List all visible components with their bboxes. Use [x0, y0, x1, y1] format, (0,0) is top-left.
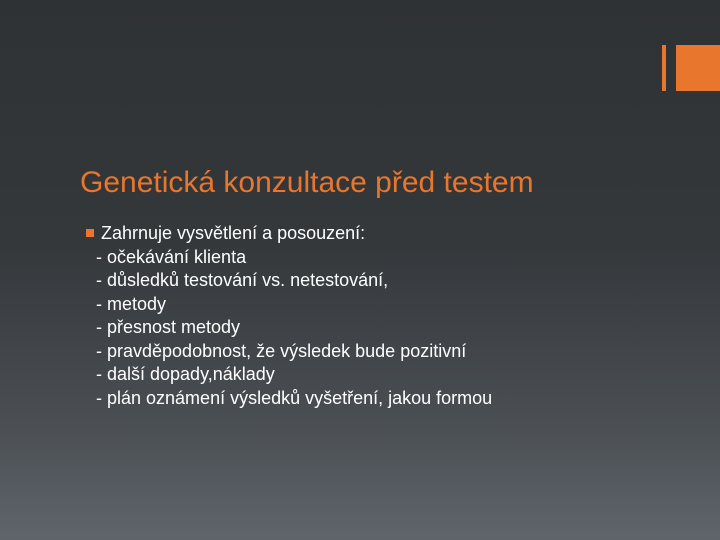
- accent-block: [676, 45, 720, 91]
- accent-bar: [662, 45, 666, 91]
- sub-item: - metody: [96, 293, 167, 314]
- slide-content: [86, 222, 686, 410]
- sub-item: - další dopady,náklady: [96, 364, 275, 384]
- bullet-item: [86, 222, 686, 246]
- sub-item: - plán oznámení výsledků vyšetření, jakou formou: [96, 387, 493, 408]
- square-bullet-icon: [86, 229, 94, 237]
- sub-item: - přesnost metody: [96, 317, 241, 337]
- sub-list: [86, 246, 686, 411]
- sub-item: - očekávání klienta: [96, 246, 247, 267]
- sub-item: - důsledků testování vs. netestování,: [96, 270, 389, 290]
- slide-title: Genetická konzultace před testem: [80, 166, 534, 199]
- sub-item: - pravděpodobnost, že výsledek bude pozitivní: [96, 340, 467, 361]
- bullet-text: Zahrnuje vysvětlení a posouzení:: [101, 223, 366, 243]
